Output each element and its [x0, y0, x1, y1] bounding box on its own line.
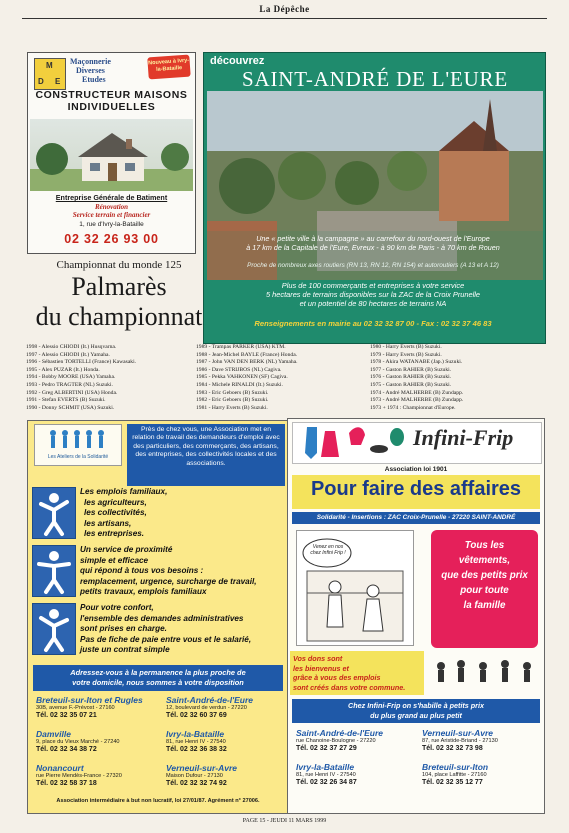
saint-andre-ad [203, 52, 546, 344]
list-item: 1978 - Akira WATANABE (Jap.) Suzuki. [370, 359, 463, 366]
service-line: Pour votre confort, [80, 603, 154, 612]
builder-headline: CONSTRUCTEUR MAISONS INDIVIDUELLES [35, 89, 188, 113]
offices-banner [33, 665, 283, 691]
builder-phone: 02 32 26 93 00 [64, 232, 159, 246]
list-item: 1986 - Dave STRIJBOS (NL) Cagiva. [196, 366, 282, 373]
caption-line: 5 hectares de terrains disponibles sur la ZAC de la Croix Prunelle [265, 290, 481, 299]
caption-line: et un potentiel de 80 hectares de terrains NA [299, 299, 447, 308]
callout-line: pour toute [460, 585, 509, 596]
office-name: Saint-André-de-l'Eure [166, 695, 254, 705]
service-line: simple et efficace [80, 555, 149, 565]
masthead: La Dépêche [259, 4, 310, 14]
service-line: Les emplois familiaux, [80, 487, 168, 496]
callout-line: Tous les [464, 540, 505, 551]
list-item: 1987 - John VAN DEN BERK (NL) Yamaha. [196, 359, 298, 366]
service-line: les entreprises. [84, 529, 145, 538]
mairie-contact: Renseignements en mairie au 02 32 32 87 00 - Fax : 02 32 37 46 83 [254, 319, 492, 328]
service-line: les agriculteurs, [84, 497, 147, 507]
office-name: Breteuil-sur-Iton et Rugles [36, 695, 143, 705]
logo-letter-d: D [38, 77, 44, 86]
donations-note [290, 651, 424, 695]
list-item: 1995 - Alex PUZAR (It.) Honda. [26, 366, 100, 373]
list-item: 1983 - Eric Geboers (B) Suzuki. [196, 389, 269, 396]
office-name: Nonancourt [36, 763, 84, 773]
list-item: 1973 + 1974 : Championnat d'Europe. [370, 404, 456, 411]
page-footer: PAGE 15 - JEUDI 11 MARS 1999 [242, 818, 327, 824]
office-phone: Tél. 02 32 60 37 69 [166, 712, 227, 719]
association-footer: Association intermédiaire à but non lucratif, loi 27/01/87. Agrément n° 27006. [56, 798, 260, 804]
palmares-list-col2 [196, 344, 361, 412]
palmares-title-line: Palmarès [71, 272, 167, 301]
service-line: Un service de proximité [80, 545, 173, 554]
office-phone: Tél. 02 32 32 74 92 [166, 780, 227, 787]
service-line: l'ensemble des demandes administratives [80, 613, 244, 623]
palmares-title [30, 272, 208, 332]
shop-phone: Tél. 02 32 32 73 98 [422, 745, 483, 752]
logo-letter-m: M [46, 61, 53, 70]
speech-bubble: Venez en nos chez Infini Frip ! [310, 544, 346, 556]
service-text: Service terrain et financier [72, 211, 151, 219]
service-line: Pas de fiche de paie entre vous et le salarié, [80, 634, 252, 644]
list-item: 1990 - Donny SCHMIT (USA) Suzuki. [26, 404, 115, 411]
services-list [80, 487, 167, 540]
person-icon [32, 603, 76, 655]
palmares-list-col1 [26, 344, 191, 412]
championship-label: Championnat du monde 125 [56, 259, 182, 271]
shop-name: Saint-André-de-l'Eure [296, 728, 384, 738]
children-illustration [431, 656, 538, 692]
association-law: Association loi 1901 [384, 466, 448, 473]
new-badge: Nouveau à Ivry-la-Bataille [147, 55, 190, 80]
caption-business [208, 281, 538, 308]
office-address: 12, boulevard de verdun - 27220 [166, 705, 247, 711]
shop-phone: Tél. 02 32 37 27 29 [296, 745, 357, 752]
shop-name: Ivry-la-Bataille [296, 762, 355, 772]
office-phone: Tél. 02 32 36 38 32 [166, 746, 227, 753]
masthead-rule [22, 18, 547, 19]
shop-entry [422, 728, 540, 752]
builder-ad [27, 52, 196, 254]
shop-name: Verneuil-sur-Avre [422, 728, 494, 738]
person-icon [32, 487, 76, 539]
shop-phone: Tél. 02 32 35 12 77 [422, 779, 483, 786]
donation-line: grâce à vous des emplois [293, 673, 381, 682]
caption-line: à 17 km de la Capitale de l'Eure, Evreux - à 90 km de Paris - à 70 km de Rouen [246, 242, 500, 252]
solidarity-strip: Solidarité - Insertions : ZAC Croix-Prunelle - 27220 SAINT-ANDRÉ [292, 512, 540, 524]
list-item: 1981 - Harry Everts (B) Suzuki. [196, 404, 268, 411]
list-item: 1984 - Michele RINALDI (It.) Suzuki. [196, 381, 283, 388]
frip-brand-banner [292, 422, 542, 464]
discover-label: découvrez [210, 55, 265, 67]
shop-name: Breteuil-sur-Iton [422, 762, 489, 772]
office-address: 30B, avenue F.-Prévost - 27160 [36, 705, 115, 711]
caption-roads: Proche de nombreux axes routiers (RN 13, RN 12, RN 154) et autoroutiers (A 13 et A 12) [247, 262, 499, 269]
caption-line: Une « petite ville à la campagne » au carrefour du nord-ouest de l'Europe [256, 234, 490, 243]
list-item: 1989 - Trampas PARKER (USA) KTM. [196, 344, 286, 350]
infini-frip-ad [287, 418, 545, 814]
solidarity-logo [34, 424, 122, 466]
association-intro: Près de chez vous, une Association met en relation de travail des demandeurs d'emploi avec des particuliers, des commerçants, des artisans, des entreprises, des collectivités locales et des associations. [127, 424, 285, 486]
office-entry [36, 695, 161, 719]
mde-logo [34, 58, 66, 90]
company-word: Etudes [82, 75, 106, 84]
service-line: petits travaux, emplois familiaux [80, 587, 207, 596]
list-item: 1996 - Sébastien TORTELLI (France) Kawasaki. [26, 359, 137, 366]
caption-location [208, 235, 538, 252]
logo-caption: Les Ateliers de la Solidarité [47, 454, 109, 460]
list-item: 1998 - Alessio CHIODI (It.) Husqvarna. [26, 344, 117, 350]
banner-line: Chez Infini-Frip on s'habille à petits prix [348, 701, 484, 710]
list-item: 1992 - Greg ALBERTINI (USA) Honda. [26, 389, 118, 396]
office-address: Maison Dufour - 27130 [166, 773, 223, 779]
list-item: 1991 - Stefan EVERTS (B) Suzuki. [26, 397, 106, 404]
donation-line: les bienvenus et [293, 663, 349, 673]
office-address: 9, place du Vieux Marché - 27240 [36, 739, 120, 745]
service-line: les collectivités, [84, 508, 147, 517]
list-item: 1979 - Harry Everts (B) Suzuki. [370, 351, 442, 358]
office-address: rue Pierre Mendès-France - 27320 [36, 773, 122, 779]
office-entry [36, 763, 161, 787]
shop-entry [296, 762, 414, 786]
proximity-service [80, 545, 257, 598]
service-line: remplacement, urgence, surcharge de travail, [80, 576, 257, 586]
donation-line: sont créés dans votre commune. [293, 682, 406, 692]
house-illustration [30, 119, 193, 191]
callout-line: que des petits prix [441, 570, 528, 581]
office-entry [166, 729, 286, 753]
solidarity-ad [27, 420, 290, 814]
office-name: Verneuil-sur-Avre [166, 763, 238, 773]
office-name: Ivry-la-Bataille [166, 729, 225, 739]
frip-brand-name: Infini-Frip [413, 425, 514, 450]
list-item: 1988 - Jean-Michel BAYLE (France) Honda. [196, 351, 298, 358]
shop-address: rue Chanoine-Boulogne - 27220 [296, 738, 376, 744]
deals-headline: Pour faire des affaires [310, 478, 522, 500]
shop-entry [422, 762, 540, 786]
shop-phone: Tél. 02 32 26 34 87 [296, 779, 357, 786]
renovation-text: Rénovation [94, 203, 129, 211]
office-phone: Tél. 02 32 35 07 21 [36, 712, 97, 719]
shops-banner [292, 699, 540, 723]
list-item: 1977 - Gaston RAHIER (B) Suzuki. [370, 366, 452, 373]
list-item: 1997 - Alessio CHIODI (It.) Yamaha. [26, 351, 110, 358]
banner-line: du plus grand au plus petit [370, 711, 462, 720]
list-item: 1974 - André MALHERBE (B) Zundapp. [370, 389, 464, 396]
office-phone: Tél. 02 32 58 37 18 [36, 780, 97, 787]
office-entry [166, 695, 286, 719]
list-item: 1993 - Pedro TRAGTER (NL) Suzuki. [26, 381, 113, 388]
service-lines [30, 203, 193, 219]
banner-line: Adressez-vous à la permanence la plus proche de [70, 668, 246, 677]
shop-address: 87, rue Aristide-Briand - 27130 [422, 738, 498, 744]
caption-line: Plus de 100 commerçants et entreprises à votre service [281, 281, 465, 290]
donation-line: Vos dons sont [293, 654, 343, 663]
callout-line: la famille [463, 600, 506, 611]
service-line: qui répond à tous vos besoins : [80, 566, 204, 575]
enterprise-title: Entreprise Générale de Batiment [55, 193, 168, 202]
list-item: 1982 - Eric Geboers (B) Suzuki. [196, 397, 269, 404]
list-item: 1980 - Harry Everts (B) Suzuki. [370, 344, 442, 350]
list-item: 1985 - Pekka VAHKONEN (SF) Cagiva. [196, 374, 288, 381]
shop-address: 104, place Laffitte - 27160 [422, 772, 487, 778]
palmares-title-line: du championnat [35, 302, 203, 331]
palmares-list-col3 [370, 344, 546, 412]
list-item: 1973 - André MALHERBE (B) Zundapp. [370, 397, 464, 404]
shop-entry [296, 728, 414, 752]
deals-banner [292, 475, 540, 509]
office-name: Damville [36, 729, 71, 739]
logo-letter-e: E [55, 77, 61, 86]
company-words [70, 57, 111, 84]
list-item: 1994 - Bobby MOORE (USA) Yamaha. [26, 374, 116, 381]
saint-andre-title: SAINT-ANDRÉ DE L'EURE [242, 67, 508, 91]
banner-line: votre domicile, nous sommes à votre disposition [72, 678, 244, 687]
office-phone: Tél. 02 32 34 38 72 [36, 746, 97, 753]
shop-address: 81, rue Henri IV - 27540 [296, 772, 356, 778]
office-address: 81, rue Henri IV - 27540 [166, 739, 226, 745]
comfort-text [80, 603, 251, 656]
list-item: 1975 - Gaston RAHIER (B) Suzuki. [370, 381, 452, 388]
company-word: Maçonnerie [70, 57, 111, 66]
callout-line: vêtements, [458, 555, 511, 566]
service-line: sont prises en charge. [80, 624, 167, 633]
office-entry [36, 729, 161, 753]
service-line: juste un contrat simple [80, 645, 170, 654]
office-entry [166, 763, 286, 787]
service-line: les artisans, [84, 518, 132, 528]
person-icon [32, 545, 76, 597]
company-word: Diverses [76, 66, 105, 75]
shopping-cartoon [296, 530, 414, 646]
price-callout [431, 530, 538, 648]
list-item: 1976 - Gaston RAHIER (B) Suzuki. [370, 374, 452, 381]
builder-address: 1, rue d'Ivry-la-Bataille [79, 221, 144, 228]
